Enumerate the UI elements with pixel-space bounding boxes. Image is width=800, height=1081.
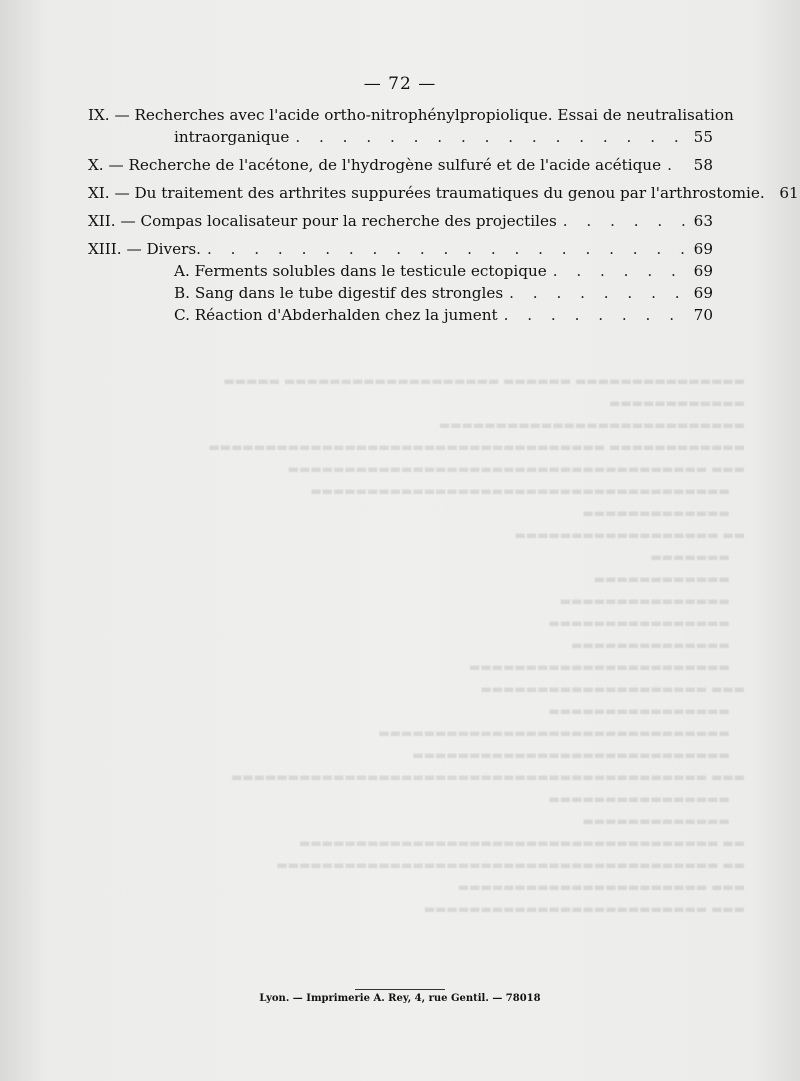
toc-sub-entry-title: B. Sang dans le tube digestif des strongles — [174, 284, 504, 302]
toc-page-number: 69 — [693, 284, 713, 302]
leader-dots — [667, 154, 685, 176]
leader-dots — [563, 210, 685, 232]
toc-page-number: 55 — [693, 128, 713, 146]
toc-sub-entry-a — [88, 260, 713, 282]
toc-page-number: 69 — [693, 240, 713, 258]
toc-entry-xiii: XIII. — Divers. . . . 69 — [88, 238, 713, 260]
toc-page-number: 70 — [693, 306, 713, 324]
toc-entry-title: Compas localisateur pour la recherche des projectiles — [140, 212, 557, 230]
leader-dots — [509, 282, 685, 304]
toc-entry-number: XI. — [88, 184, 110, 202]
toc-entry-title: Divers. — [146, 240, 201, 258]
toc-entry-title: Recherche de l'acétone, de l'hydrogène sulfuré et de l'acide acétique — [128, 156, 662, 174]
leader-dots — [553, 260, 685, 282]
toc-entry-number: XIII. — [88, 240, 122, 258]
footer-rule — [355, 989, 445, 990]
toc-page-number: 58 — [693, 156, 713, 174]
printer-imprint: Lyon. — Imprimerie A. Rey, 4, rue Gentil. — 78018 — [259, 993, 541, 1004]
toc-entry-title-cont: intraorganique — [174, 128, 290, 146]
toc-entry-number: XII. — [88, 212, 116, 230]
toc-page-number: 61 — [779, 184, 799, 202]
toc-entry-number: IX. — [88, 106, 110, 124]
toc-entry-title: Du traitement des arthrites suppurées traumatiques du genou par l'arthrostomie. — [134, 184, 765, 202]
toc-sub-entry-title: A. Ferments solubles dans le testicule ectopique — [174, 262, 547, 280]
leader-dots — [207, 238, 685, 260]
page-number: — 72 — — [363, 74, 437, 94]
toc-page-number: 63 — [693, 212, 713, 230]
toc-entry-ix: IX. — Recherches avec l'acide ortho-nitrophénylpropiolique. Essai de neutralisation — [88, 106, 734, 124]
toc-sub-entry-title: C. Réaction d'Abderhalden chez la jument — [174, 306, 498, 324]
leader-dots — [504, 304, 685, 326]
toc-entry-xii: XII. — Compas localisateur pour la recherche des projectiles . . . 63 — [88, 210, 713, 232]
leader-dots — [295, 126, 685, 148]
toc-page-number: 69 — [693, 262, 713, 280]
toc-sub-entry-b — [88, 282, 713, 304]
reverse-page-show-through: ▬▬▬▬▬▬▬▬▬▬▬▬▬▬▬ ▬▬▬▬▬▬ ▬▬▬▬▬▬▬▬▬▬▬▬▬▬▬▬▬▬▬ ▬▬▬▬▬ ▬▬▬▬▬▬▬▬▬▬▬▬ ▬▬▬▬▬▬▬▬▬▬▬▬▬▬▬▬▬▬▬▬▬▬▬▬▬▬▬ ▬▬▬▬▬▬▬▬▬▬▬▬ ▬▬▬▬▬▬▬▬▬▬▬▬▬▬▬▬▬▬▬▬▬▬▬▬▬▬▬▬▬▬▬▬▬▬▬ ▬▬▬ ▬▬▬▬▬▬▬▬▬▬▬▬▬▬▬▬▬▬▬▬▬▬▬▬▬▬▬▬▬▬▬▬▬▬▬▬▬ ▬▬▬▬▬▬▬▬▬▬▬▬▬▬▬▬▬▬▬▬▬▬▬▬▬▬▬▬▬▬▬▬▬▬▬▬▬ ▬▬▬▬▬▬▬▬▬▬▬▬▬ ▬▬ ▬▬▬▬▬▬▬▬▬▬▬▬▬▬▬▬▬▬ ▬▬▬▬▬▬▬ ▬▬▬▬▬▬▬▬▬▬▬▬ ▬▬▬▬▬▬▬▬▬▬▬▬▬▬▬ ▬▬▬▬▬▬▬▬▬▬▬▬▬▬▬▬ ▬▬▬▬▬▬▬▬▬▬▬▬▬▬ ▬▬▬▬▬▬▬▬▬▬▬▬▬▬▬▬▬▬▬▬▬▬▬ ▬▬▬ ▬▬▬▬▬▬▬▬▬▬▬▬▬▬▬▬▬▬▬▬ ▬▬▬▬▬▬▬▬▬▬▬▬▬▬▬▬ ▬▬▬▬▬▬▬▬▬▬▬▬▬▬▬▬▬▬▬▬▬▬▬▬▬▬▬▬▬▬▬ ▬▬▬▬▬▬▬▬▬▬▬▬▬▬▬▬▬▬▬▬▬▬▬▬▬▬▬▬ ▬▬▬ ▬▬▬▬▬▬▬▬▬▬▬▬▬▬▬▬▬▬▬▬▬▬▬▬▬▬▬▬▬▬▬▬▬▬▬▬▬▬▬▬▬▬ ▬▬▬▬▬▬▬▬▬▬▬▬▬▬▬▬ ▬▬▬▬▬▬▬▬▬▬▬▬▬ ▬▬ ▬▬▬▬▬▬▬▬▬▬▬▬▬▬▬▬▬▬▬▬▬▬▬▬▬▬▬▬▬▬▬▬▬▬▬▬▬ ▬▬ ▬▬▬▬▬▬▬▬▬▬▬▬▬▬▬▬▬▬▬▬▬▬▬▬▬▬▬▬▬▬▬▬▬▬▬▬▬▬▬ ▬▬▬ ▬▬▬▬▬▬▬▬▬▬▬▬▬▬▬▬▬▬▬▬▬▬ ▬▬▬ ▬▬▬▬▬▬▬▬▬▬▬▬▬▬▬▬▬▬▬▬▬▬▬▬▬ — [208, 374, 745, 916]
toc-entry-xi: XI. — Du traitement des arthrites suppurées traumatiques du genou par l'arthrostomie. 61 — [88, 184, 799, 202]
toc-sub-entry-c — [88, 304, 713, 326]
table-of-contents — [88, 104, 799, 326]
toc-entry-title: Recherches avec l'acide ortho-nitrophénylpropiolique. Essai de neutralisation — [134, 106, 734, 124]
toc-entry-ix-cont — [88, 126, 713, 148]
toc-entry-number: X. — [88, 156, 104, 174]
toc-entry-x: X. — Recherche de l'acétone, de l'hydrogène sulfuré et de l'acide acétique . . . 58 — [88, 154, 713, 176]
